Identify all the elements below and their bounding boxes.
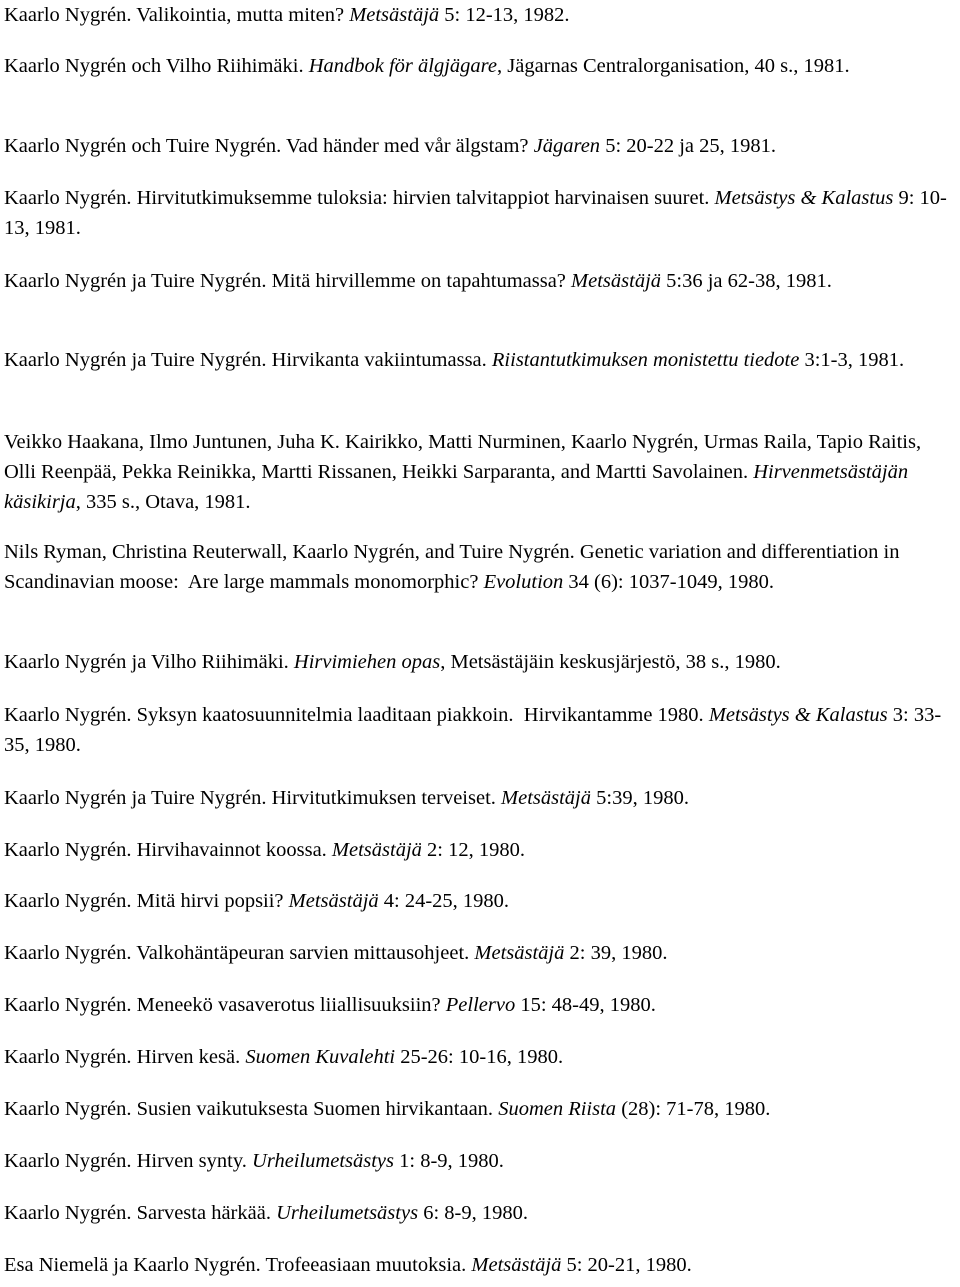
entry-journal: Evolution (483, 571, 564, 593)
bibliography-entry (4, 427, 954, 517)
entry-text: 5:36 ja 62-38, 1981. (661, 270, 832, 292)
entry-text: 5: 20-22 ja 25, 1981. (600, 135, 777, 157)
bibliography-entry (4, 1198, 954, 1228)
entry-text: 4: 24-25, 1980. (378, 890, 510, 912)
entry-text: Kaarlo Nygrén och Vilho Riihimäki. (4, 55, 309, 77)
entry-text: 25-26: 10-16, 1980. (395, 1046, 564, 1068)
entry-book-title: Hirvimiehen opas (293, 651, 441, 673)
entry-text: Kaarlo Nygrén. Hirvihavainnot koossa. (4, 839, 332, 861)
entry-journal: Metsästäjä (474, 942, 565, 964)
entry-text: Kaarlo Nygrén ja Vilho Riihimäki. (4, 651, 294, 673)
entry-text: 15: 48-49, 1980. (515, 994, 656, 1016)
entry-text: 5:39, 1980. (591, 787, 689, 809)
bibliography-entry (4, 1042, 954, 1072)
entry-text: 34 (6): 1037-1049, 1980. (563, 571, 774, 593)
entry-text: Kaarlo Nygrén. Hirven kesä. (4, 1046, 246, 1068)
entry-text: 1: 8-9, 1980. (394, 1150, 504, 1172)
entry-journal: Urheilumetsästys (252, 1150, 395, 1172)
entry-text: Kaarlo Nygrén. Mitä hirvi popsii? (4, 890, 289, 912)
entry-text: , Jägarnas Centralorganisation, 40 s., 1981. (497, 55, 850, 77)
bibliography-entry (4, 886, 954, 916)
entry-text: Kaarlo Nygrén. Susien vaikutuksesta Suomen hirvikantaan. (4, 1098, 499, 1120)
entry-text: 5: 12-13, 1982. (439, 4, 570, 26)
bibliography-entry (4, 1146, 954, 1176)
bibliography-entry (4, 183, 954, 243)
entry-text: Kaarlo Nygrén. Hirvitutkimuksemme tuloksia: hirvien talvitappiot harvinaisen suuret. (4, 187, 715, 209)
entry-text: Kaarlo Nygrén. Valikointia, mutta miten? (4, 4, 350, 26)
entry-journal: Suomen Kuvalehti (245, 1046, 396, 1068)
entry-text: Kaarlo Nygrén. Hirven synty. (4, 1150, 253, 1172)
entry-text: Kaarlo Nygrén och Tuire Nygrén. Vad händer med vår älgstam? (4, 135, 534, 157)
entry-journal: Metsästys & Kalastus (714, 187, 894, 209)
entry-journal: Metsästäjä (471, 1254, 562, 1276)
entry-journal: Metsästäjä (349, 4, 440, 26)
entry-text: Kaarlo Nygrén. Sarvesta härkää. (4, 1202, 277, 1224)
bibliography-entry (4, 990, 954, 1020)
entry-text: Esa Niemelä ja Kaarlo Nygrén. Trofeeasiaan muutoksia. (4, 1254, 472, 1276)
entry-text: 2: 39, 1980. (564, 942, 668, 964)
entry-journal: Riistantutkimuksen monistettu tiedote (491, 349, 800, 371)
bibliography-entry (4, 783, 954, 813)
entry-text: , 335 s., Otava, 1981. (75, 491, 251, 513)
entry-journal: Metsästäjä (288, 890, 379, 912)
entry-book-title: Hirvenmetsästäjän käsikirja (4, 461, 914, 513)
entry-text: Kaarlo Nygrén ja Tuire Nygrén. Mitä hirvillemme on tapahtumassa? (4, 270, 572, 292)
bibliography-entry (4, 131, 954, 161)
entry-text: Veikko Haakana, Ilmo Juntunen, Juha K. Kairikko, Matti Nurminen, Kaarlo Nygrén, Urmas Raila, Tapio Raitis, Olli Reenpää, Pekka Reinikka, Martti Rissanen, Heikki Sarparanta, and Martti Savolainen. (4, 431, 927, 483)
entry-journal: Jägaren (533, 135, 601, 157)
entry-text: Kaarlo Nygrén. Meneekö vasaverotus liiallisuuksiin? (4, 994, 446, 1016)
entry-text: Kaarlo Nygrén ja Tuire Nygrén. Hirvikanta vakiintumassa. (4, 349, 492, 371)
bibliography-entry (4, 345, 954, 375)
entry-text: 9: 10-13, 1981. (4, 187, 947, 239)
bibliography-entry (4, 1094, 954, 1124)
bibliography-entry (4, 1250, 954, 1280)
bibliography-entry (4, 835, 954, 865)
entry-text: 6: 8-9, 1980. (418, 1202, 528, 1224)
entry-book-title: Handbok för älgjägare (308, 55, 497, 77)
entry-journal: Metsästäjä (331, 839, 422, 861)
bibliography-entry (4, 938, 954, 968)
bibliography-entry (4, 51, 954, 81)
entry-text: Kaarlo Nygrén. Syksyn kaatosuunnitelmia laaditaan piakkoin. Hirvikantamme 1980. (4, 704, 709, 726)
entry-text: 5: 20-21, 1980. (561, 1254, 692, 1276)
entry-journal: Metsästys & Kalastus (708, 704, 888, 726)
entry-text: , Metsästäjäin keskusjärjestö, 38 s., 1980. (440, 651, 781, 673)
bibliography-entry (4, 266, 954, 296)
bibliography-entry (4, 647, 954, 677)
entry-journal: Suomen Riista (498, 1098, 617, 1120)
entry-text: Nils Ryman, Christina Reuterwall, Kaarlo Nygrén, and Tuire Nygrén. Genetic variation and differentiation in Scandinavian moose: Are large mammals monomorphic? (4, 541, 905, 593)
entry-text: 3: 33-35, 1980. (4, 704, 942, 756)
entry-text: 3:1-3, 1981. (799, 349, 905, 371)
entry-journal: Urheilumetsästys (276, 1202, 419, 1224)
entry-text: Kaarlo Nygrén ja Tuire Nygrén. Hirvitutkimuksen terveiset. (4, 787, 502, 809)
bibliography-entry (4, 537, 954, 597)
entry-journal: Pellervo (445, 994, 516, 1016)
entry-journal: Metsästäjä (501, 787, 591, 809)
entry-text: Kaarlo Nygrén. Valkohäntäpeuran sarvien mittausohjeet. (4, 942, 475, 964)
entry-text: 2: 12, 1980. (421, 839, 525, 861)
entry-journal: Metsästäjä (571, 270, 662, 292)
bibliography-entry (4, 700, 954, 760)
entry-text: (28): 71-78, 1980. (616, 1098, 771, 1120)
bibliography-entry (4, 0, 954, 30)
